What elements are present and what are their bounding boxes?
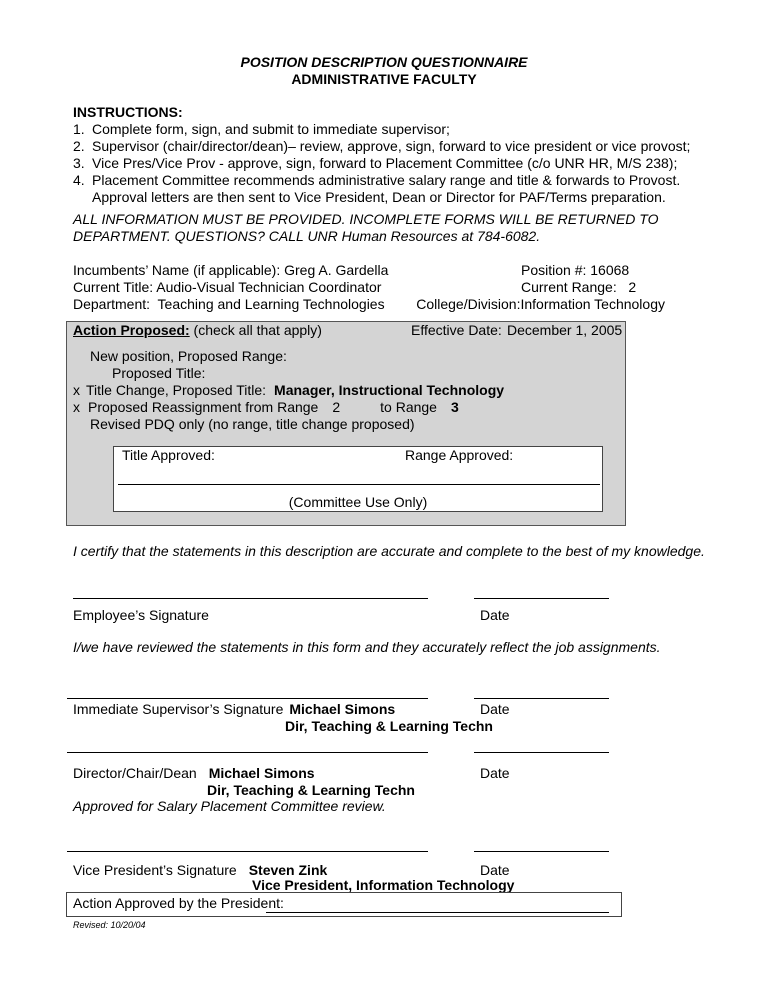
- action-hint: (check all that apply): [189, 322, 322, 338]
- director-signature-label: Director/Chair/Dean: [73, 765, 197, 781]
- reviewed-statement: I/we have reviewed the statements in this form and they accurately reflect the job assignments.: [73, 639, 661, 655]
- instruction-num: 2.: [73, 138, 85, 154]
- revised-pdq-option[interactable]: Revised PDQ only (no range, title change proposed): [90, 416, 415, 432]
- director-approval-note: Approved for Salary Placement Committee review.: [73, 798, 386, 814]
- title-change-row: [73, 382, 504, 398]
- supervisor-name: Michael Simons: [289, 701, 396, 717]
- director-title: Dir, Teaching & Learning Techn: [207, 782, 415, 798]
- vp-name: Steven Zink: [248, 862, 328, 878]
- instructions-heading: INSTRUCTIONS:: [73, 104, 183, 120]
- reassign-row: [73, 399, 459, 415]
- reassign-to: 3: [450, 399, 459, 415]
- incumbent-row: [73, 296, 665, 312]
- reassign-from: 2: [332, 399, 341, 415]
- vp-date-line[interactable]: [474, 851, 609, 852]
- title-approved-label: Title Approved:: [122, 447, 215, 463]
- new-position-option[interactable]: New position, Proposed Range:: [90, 348, 287, 364]
- certify-statement: I certify that the statements in this description are accurate and complete to the best of my knowledge.: [73, 543, 705, 559]
- supervisor-date-line[interactable]: [474, 698, 609, 699]
- instruction-num: 4.: [73, 172, 85, 188]
- action-label: Action Proposed:: [73, 322, 190, 338]
- form-title: POSITION DESCRIPTION QUESTIONNAIRE: [240, 54, 528, 70]
- incumbent-row: [73, 279, 665, 295]
- director-signature-line[interactable]: [67, 752, 428, 753]
- committee-use-only: (Committee Use Only): [288, 494, 428, 510]
- director-name: Michael Simons: [208, 765, 315, 781]
- effective-date-label: Effective Date:: [411, 322, 502, 338]
- director-row: [73, 765, 315, 781]
- instruction-text-cont: Approval letters are then sent to Vice President, Dean or Director for PAF/Terms preparation.: [92, 189, 666, 205]
- director-date-line[interactable]: [474, 752, 609, 753]
- president-approval-label: Action Approved by the President:: [73, 895, 284, 911]
- employee-signature-line[interactable]: [73, 598, 428, 599]
- college-division: College/Division:Information Technology: [416, 296, 665, 312]
- president-signature-line[interactable]: [266, 912, 609, 913]
- title-change-label: Title Change, Proposed Title:: [86, 382, 267, 398]
- vp-date-label: Date: [480, 862, 510, 878]
- incumbent-row: [73, 262, 665, 278]
- incumbent-name: Incumbents’ Name (if applicable): Greg A. Gardella: [73, 262, 389, 278]
- employee-date-line[interactable]: [474, 598, 609, 599]
- vp-title: Vice President, Information Technology: [252, 877, 515, 893]
- instruction-text: Supervisor (chair/director/dean)– review, approve, sign, forward to vice president or vice provost;: [92, 138, 691, 154]
- director-date-label: Date: [480, 765, 510, 781]
- title-change-value: Manager, Instructional Technology: [274, 382, 505, 398]
- notice-line: ALL INFORMATION MUST BE PROVIDED. INCOMPLETE FORMS WILL BE RETURNED TO: [73, 211, 659, 227]
- employee-signature-label: Employee’s Signature: [73, 607, 209, 623]
- current-title: Current Title: Audio-Visual Technician Coordinator: [73, 279, 382, 295]
- effective-date: December 1, 2005: [507, 322, 623, 338]
- supervisor-signature-label: Immediate Supervisor’s Signature: [73, 701, 284, 717]
- supervisor-row: [73, 701, 395, 717]
- action-proposed-heading: [73, 322, 322, 338]
- committee-signature-line: [118, 484, 600, 485]
- supervisor-signature-line[interactable]: [67, 698, 428, 699]
- current-range: Current Range: 2: [521, 279, 637, 295]
- supervisor-date-label: Date: [480, 701, 510, 717]
- instruction-text: Complete form, sign, and submit to immediate supervisor;: [92, 121, 450, 137]
- vp-signature-label: Vice President’s Signature: [73, 862, 237, 878]
- position-number: Position #: 16068: [521, 262, 630, 278]
- department: Department: Teaching and Learning Technologies: [73, 296, 385, 312]
- supervisor-title: Dir, Teaching & Learning Techn: [285, 718, 493, 734]
- vp-signature-line[interactable]: [67, 851, 428, 852]
- proposed-title-label: Proposed Title:: [112, 365, 206, 381]
- reassign-check[interactable]: x: [73, 399, 80, 415]
- instruction-text: Placement Committee recommends administrative salary range and title & forwards to Provost.: [92, 172, 681, 188]
- instruction-num: 3.: [73, 155, 85, 171]
- reassign-label: Proposed Reassignment from Range: [88, 399, 319, 415]
- title-change-check[interactable]: x: [73, 382, 80, 398]
- employee-date-label: Date: [480, 607, 510, 623]
- form-subtitle: ADMINISTRATIVE FACULTY: [291, 71, 477, 87]
- notice-line: DEPARTMENT. QUESTIONS? CALL UNR Human Resources at 784-6082.: [73, 228, 541, 244]
- range-approved-label: Range Approved:: [405, 447, 514, 463]
- instruction-text: Vice Pres/Vice Prov - approve, sign, forward to Placement Committee (c/o UNR HR, M/S 238);: [92, 155, 678, 171]
- revised-date: Revised: 10/20/04: [73, 920, 146, 930]
- vp-row: [73, 862, 327, 878]
- instruction-num: 1.: [73, 121, 85, 137]
- reassign-to-label: to Range: [380, 399, 437, 415]
